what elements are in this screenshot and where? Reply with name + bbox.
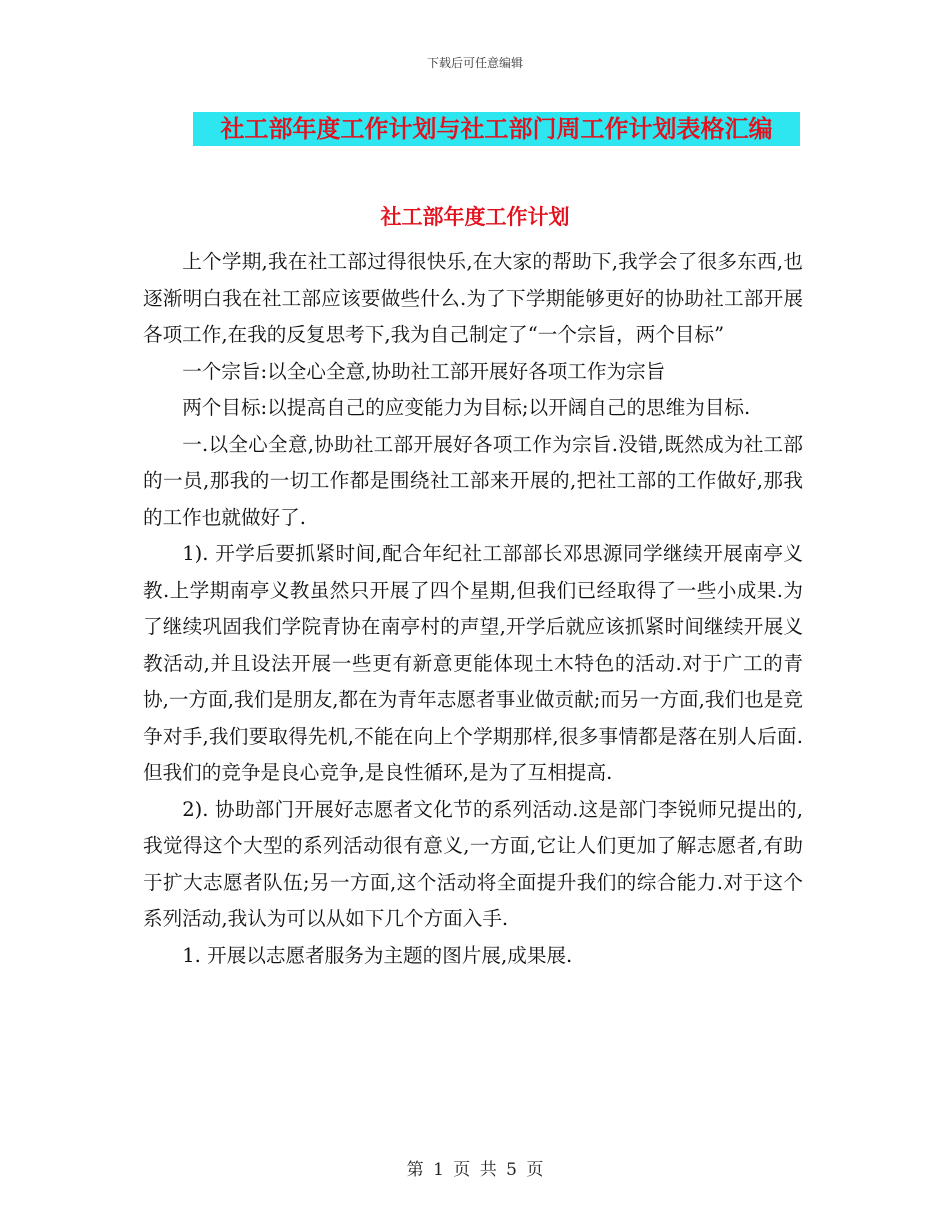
page-footer: 第 1 页 共 5 页: [406, 1160, 544, 1180]
main-title: 社工部年度工作计划与社工部门周工作计划表格汇编: [193, 112, 800, 146]
section-title: 社工部年度工作计划: [380, 204, 570, 229]
body-text: [143, 244, 803, 974]
header-note: 下载后可任意编辑: [426, 56, 523, 70]
paragraph: 一个宗旨:以全心全意,协助社工部开展好各项工作为宗旨: [182, 359, 666, 383]
paragraph: 两个目标:以提高自己的应变能力为目标;以开阔自己的思维为目标.: [182, 396, 751, 419]
paragraph: 1. 开展以志愿者服务为主题的图片展,成果展.: [182, 943, 573, 967]
paragraph: 上个学期,我在社工部过得很快乐,在大家的帮助下,我学会了很多东西,也逐渐明白我在社工部应该要做些什么.为了下学期能够更好的协助社工部开展各项工作,在我的反复思考下,我为自己制定了“一个宗旨，两个目标”: [143, 250, 803, 346]
paragraph: 2). 协助部门开展好志愿者文化节的系列活动.这是部门李锐师兄提出的,我觉得这个大型的系列活动很有意义,一方面,它让人们更加了解志愿者,有助于扩大志愿者队伍;另一方面,这个活动将全面提升我们的综合能力.对于这个系列活动,我认为可以从如下几个方面入手.: [143, 797, 803, 930]
paragraph: 1). 开学后要抓紧时间,配合年纪社工部部长邓思源同学继续开展南亭义教.上学期南亭义教虽然只开展了四个星期,但我们已经取得了一些小成果.为了继续巩固我们学院青协在南亭村的声望,开学后就应该抓紧时间继续开展义教活动,并且设法开展一些更有新意更能体现土木特色的活动.对于广工的青协,一方面,我们是朋友,都在为青年志愿者事业做贡献;而另一方面,我们也是竞争对手,我们要取得先机,不能在向上个学期那样,很多事情都是落在别人后面.但我们的竞争是良心竞争,是良性循环,是为了互相提高.: [143, 542, 803, 784]
paragraph: 一.以全心全意,协助社工部开展好各项工作为宗旨.没错,既然成为社工部的一员,那我的一切工作都是围绕社工部来开展的,把社工部的工作做好,那我的工作也就做好了.: [143, 432, 803, 529]
